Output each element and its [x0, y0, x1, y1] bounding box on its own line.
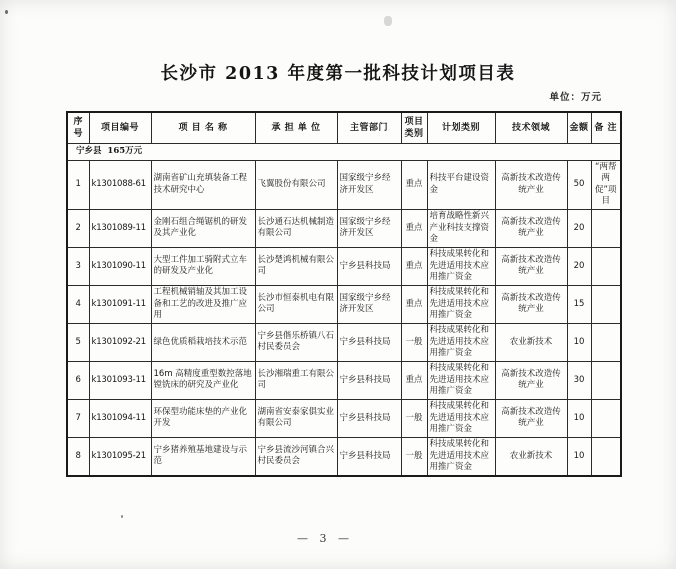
cell-name: 湖南省矿山充填装备工程技术研究中心: [151, 161, 255, 210]
cell-field: 高新技术改造传统产业: [495, 399, 567, 437]
cell-dept: 宁乡县科技局: [337, 323, 401, 361]
page-number: — 3 —: [297, 532, 353, 545]
scan-smudge: [384, 16, 392, 26]
cell-amount: 10: [567, 323, 591, 361]
cell-remark: [591, 399, 621, 437]
cell-amount: 20: [567, 247, 591, 285]
cell-code: k1301091-11: [89, 285, 151, 323]
header-seq: 序号: [67, 112, 89, 144]
header-remark: 备 注: [591, 112, 621, 144]
cell-remark: [591, 323, 621, 361]
cell-name: 绿色优质稻栽培技术示范: [151, 323, 255, 361]
table-row: [67, 361, 621, 399]
table-row: [67, 399, 621, 437]
cell-field: 农业新技术: [495, 437, 567, 476]
cell-amount: 30: [567, 361, 591, 399]
header-code: 项目编号: [89, 112, 151, 144]
cell-seq: 8: [67, 437, 89, 476]
header-category: 项目 类别: [401, 112, 427, 144]
cell-code: k1301088-61: [89, 161, 151, 210]
cell-amount: 15: [567, 285, 591, 323]
cell-category: 重点: [401, 209, 427, 247]
cell-unit: 长沙市恒泰机电有限公司: [255, 285, 337, 323]
header-amount: 金额: [567, 112, 591, 144]
cell-unit: 宁乡县流沙河镇合兴村民委员会: [255, 437, 337, 476]
cell-category: 一般: [401, 323, 427, 361]
cell-plan: 科技平台建设资金: [427, 161, 495, 210]
cell-code: k1301094-11: [89, 399, 151, 437]
table-row: [67, 323, 621, 361]
cell-unit: 宁乡县偕乐桥镇八石村民委员会: [255, 323, 337, 361]
cell-field: 高新技术改造传统产业: [495, 285, 567, 323]
cell-name: 金刚石组合绳锯机的研发及其产业化: [151, 209, 255, 247]
cell-plan: 科技成果转化和先进适用技术应用推广资金: [427, 323, 495, 361]
cell-plan: 科技成果转化和先进适用技术应用推广资金: [427, 399, 495, 437]
cell-plan: 科技成果转化和先进适用技术应用推广资金: [427, 437, 495, 476]
table-row: [67, 437, 621, 476]
cell-seq: 1: [67, 161, 89, 210]
cell-dept: 国家级宁乡经济开发区: [337, 209, 401, 247]
cell-unit: 长沙湘瑞重工有限公司: [255, 361, 337, 399]
cell-field: 高新技术改造传统产业: [495, 361, 567, 399]
cell-plan: 培育战略性新兴产业科技支撑资金: [427, 209, 495, 247]
cell-category: 重点: [401, 247, 427, 285]
cell-seq: 6: [67, 361, 89, 399]
cell-field: 高新技术改造传统产业: [495, 247, 567, 285]
projects-table: [66, 111, 622, 477]
cell-seq: 4: [67, 285, 89, 323]
cell-seq: 2: [67, 209, 89, 247]
cell-amount: 10: [567, 437, 591, 476]
cell-dept: 宁乡县科技局: [337, 247, 401, 285]
unit-note: 单位：万元: [549, 92, 602, 103]
cell-code: k1301093-11: [89, 361, 151, 399]
cell-code: k1301089-11: [89, 209, 151, 247]
cell-code: k1301095-21: [89, 437, 151, 476]
cell-unit: 长沙通石达机械制造有限公司: [255, 209, 337, 247]
cell-category: 重点: [401, 285, 427, 323]
group-label: 宁乡县 165万元: [67, 144, 621, 161]
cell-unit: 湖南省安泰家俱实业有限公司: [255, 399, 337, 437]
cell-name: 大型工件加工骑附式立车的研发及产业化: [151, 247, 255, 285]
cell-code: k1301090-11: [89, 247, 151, 285]
header-dept: 主管部门: [337, 112, 401, 144]
group-row: [67, 144, 621, 161]
table-row: [67, 247, 621, 285]
cell-remark: “两帮两促”项目: [591, 161, 621, 210]
cell-name: 环保型功能床垫的产业化开发: [151, 399, 255, 437]
cell-plan: 科技成果转化和先进适用技术应用推广资金: [427, 247, 495, 285]
header-field: 技术领域: [495, 112, 567, 144]
cell-category: 重点: [401, 161, 427, 210]
cell-plan: 科技成果转化和先进适用技术应用推广资金: [427, 285, 495, 323]
page-title: 长沙市 2013 年度第一批科技计划项目表: [160, 64, 516, 84]
cell-remark: [591, 437, 621, 476]
cell-amount: 20: [567, 209, 591, 247]
cell-unit: 飞翼股份有限公司: [255, 161, 337, 210]
cell-seq: 5: [67, 323, 89, 361]
cell-category: 重点: [401, 361, 427, 399]
cell-plan: 科技成果转化和先进适用技术应用推广资金: [427, 361, 495, 399]
cell-dept: 国家级宁乡经济开发区: [337, 285, 401, 323]
cell-field: 农业新技术: [495, 323, 567, 361]
table-row: [67, 209, 621, 247]
scan-artifact: [5, 10, 8, 14]
cell-code: k1301092-21: [89, 323, 151, 361]
cell-seq: 7: [67, 399, 89, 437]
header-unit: 承 担 单 位: [255, 112, 337, 144]
cell-dept: 宁乡县科技局: [337, 361, 401, 399]
cell-name: 宁乡猪养殖基地建设与示范: [151, 437, 255, 476]
cell-dept: 宁乡县科技局: [337, 399, 401, 437]
table-row: [67, 161, 621, 210]
cell-remark: [591, 285, 621, 323]
header-plan: 计划类别: [427, 112, 495, 144]
cell-seq: 3: [67, 247, 89, 285]
cell-remark: [591, 247, 621, 285]
cell-field: 高新技术改造传统产业: [495, 161, 567, 210]
table-row: [67, 285, 621, 323]
cell-remark: [591, 209, 621, 247]
cell-dept: 国家级宁乡经济开发区: [337, 161, 401, 210]
cell-amount: 10: [567, 399, 591, 437]
cell-name: 工程机械销轴及其加工设备和工艺的改进及推广应用: [151, 285, 255, 323]
cell-category: 一般: [401, 399, 427, 437]
header-name: 项 目 名 称: [151, 112, 255, 144]
cell-field: 高新技术改造传统产业: [495, 209, 567, 247]
scan-artifact: [121, 515, 123, 518]
cell-unit: 长沙楚鸿机械有限公司: [255, 247, 337, 285]
cell-amount: 50: [567, 161, 591, 210]
cell-category: 一般: [401, 437, 427, 476]
header-row: [67, 112, 621, 144]
cell-dept: 宁乡县科技局: [337, 437, 401, 476]
cell-name: 16m 高精度重型数控落地镗铣床的研究及产业化: [151, 361, 255, 399]
cell-remark: [591, 361, 621, 399]
